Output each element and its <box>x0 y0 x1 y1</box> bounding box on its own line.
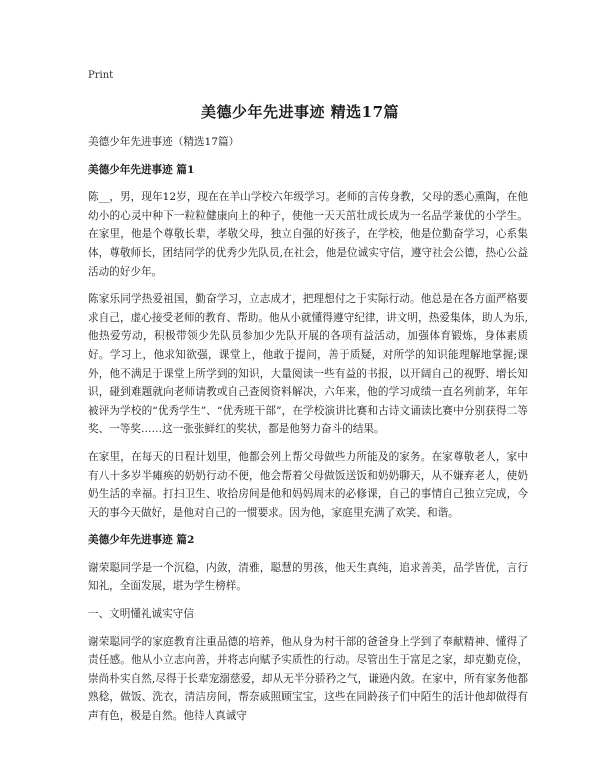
paragraph: 谢荣聪同学是一个沉稳，内敛，清雅，聪慧的男孩，他天生真纯，追求善美，品学皆优，言行知礼，全面发展，堪为学生榜样。 <box>88 561 528 593</box>
document-body <box>88 133 528 735</box>
document-subtitle: 美德少年先进事迹（精选17篇） <box>88 136 240 148</box>
paragraph: 在家里，在每天的日程计划里，他都会列上帮父母做些力所能及的家务。在家尊敬老人，家中有八十多岁半瘫痪的奶奶行动不便，他会帮着父母做饭送饭和奶奶聊天，从不嫌弃老人，使奶奶生活的幸福。打扫卫生、收拾房间是他和妈妈周末的必修课，自己的事情自己独立完成，今天的事今天做好，是他对自己的一惯要求。因为他，家庭里充满了欢笑、和谐。 <box>88 450 528 519</box>
document-title: 美德少年先进事迹 精选17篇 <box>200 103 400 121</box>
print-label: Print <box>88 70 114 81</box>
section-heading: 美德少年先进事迹 篇1 <box>88 163 195 176</box>
paragraph: 谢荣聪同学的家庭教育注重品德的培养，他从身为村干部的爸爸身上学到了奉献精神、懂得了责任感。他从小立志向善，并将志向赋予实质性的行动。尽管出生于富足之家，却克勤克俭，崇尚朴实自然,尽得于长辈宠溺慈爱，却从无半分骄矜之气，谦逊内敛。在家中，所有家务他都熟稔，做饭、洗衣，清洁房间，帮奈戚照顾宝宝，这些在同龄孩子们中陌生的活计他却做得有声有色，极是自然。他待人真诚守 <box>88 635 528 723</box>
paragraph: 陈__，男，现年12岁，现在在羊山学校六年级学习。老师的言传身教，父母的悉心熏陶，在他幼小的心灵中种下一粒粒健康向上的种子，使他一天天茁壮成长成为一名品学兼优的小学生。在家里，他是个尊敬长辈，孝敬父母，独立自强的好孩子，在学校，他是位勤奋学习，心系集体，尊敬师长，团结同学的优秀少先队员,在社会，他是位诚实守信，遵守社会公德，热心公益活动的好少年。 <box>88 191 528 278</box>
paragraph: 陈家乐同学热爱祖国，勤奋学习，立志成才，把理想付之于实际行动。他总是在各方面严格要求自己，虚心接受老师的教育、帮助。他从小就懂得遵守纪律，讲文明，热爱集体，助人为乐,他热爱劳动，积极带领少先队员参加少先队开展的各项有益活动，加强体育锻炼，身体素质好。学习上，他求知欲强，课堂上，他敢于提问，善于质疑，对所学的知识能理解地掌握;课外，他不满足于课堂上所学到的知识，大量阅读一些有益的书报，以开阔自己的视野、增长知识，碰到难题就向老师请教或自己查阅资料解决，六年来，他的学习成绩一直名列前茅，年年被评为学校的“优秀学生”、“优秀班干部”，在学校演讲比赛和古诗文诵读比赛中分别获得二等奖、一等奖……这一张张鲜红的奖状，都是他努力奋斗的结果。 <box>88 293 528 436</box>
paragraph: 一、文明懂礼诚实守信 <box>88 608 194 621</box>
section-heading: 美德少年先进事迹 篇2 <box>88 534 195 547</box>
